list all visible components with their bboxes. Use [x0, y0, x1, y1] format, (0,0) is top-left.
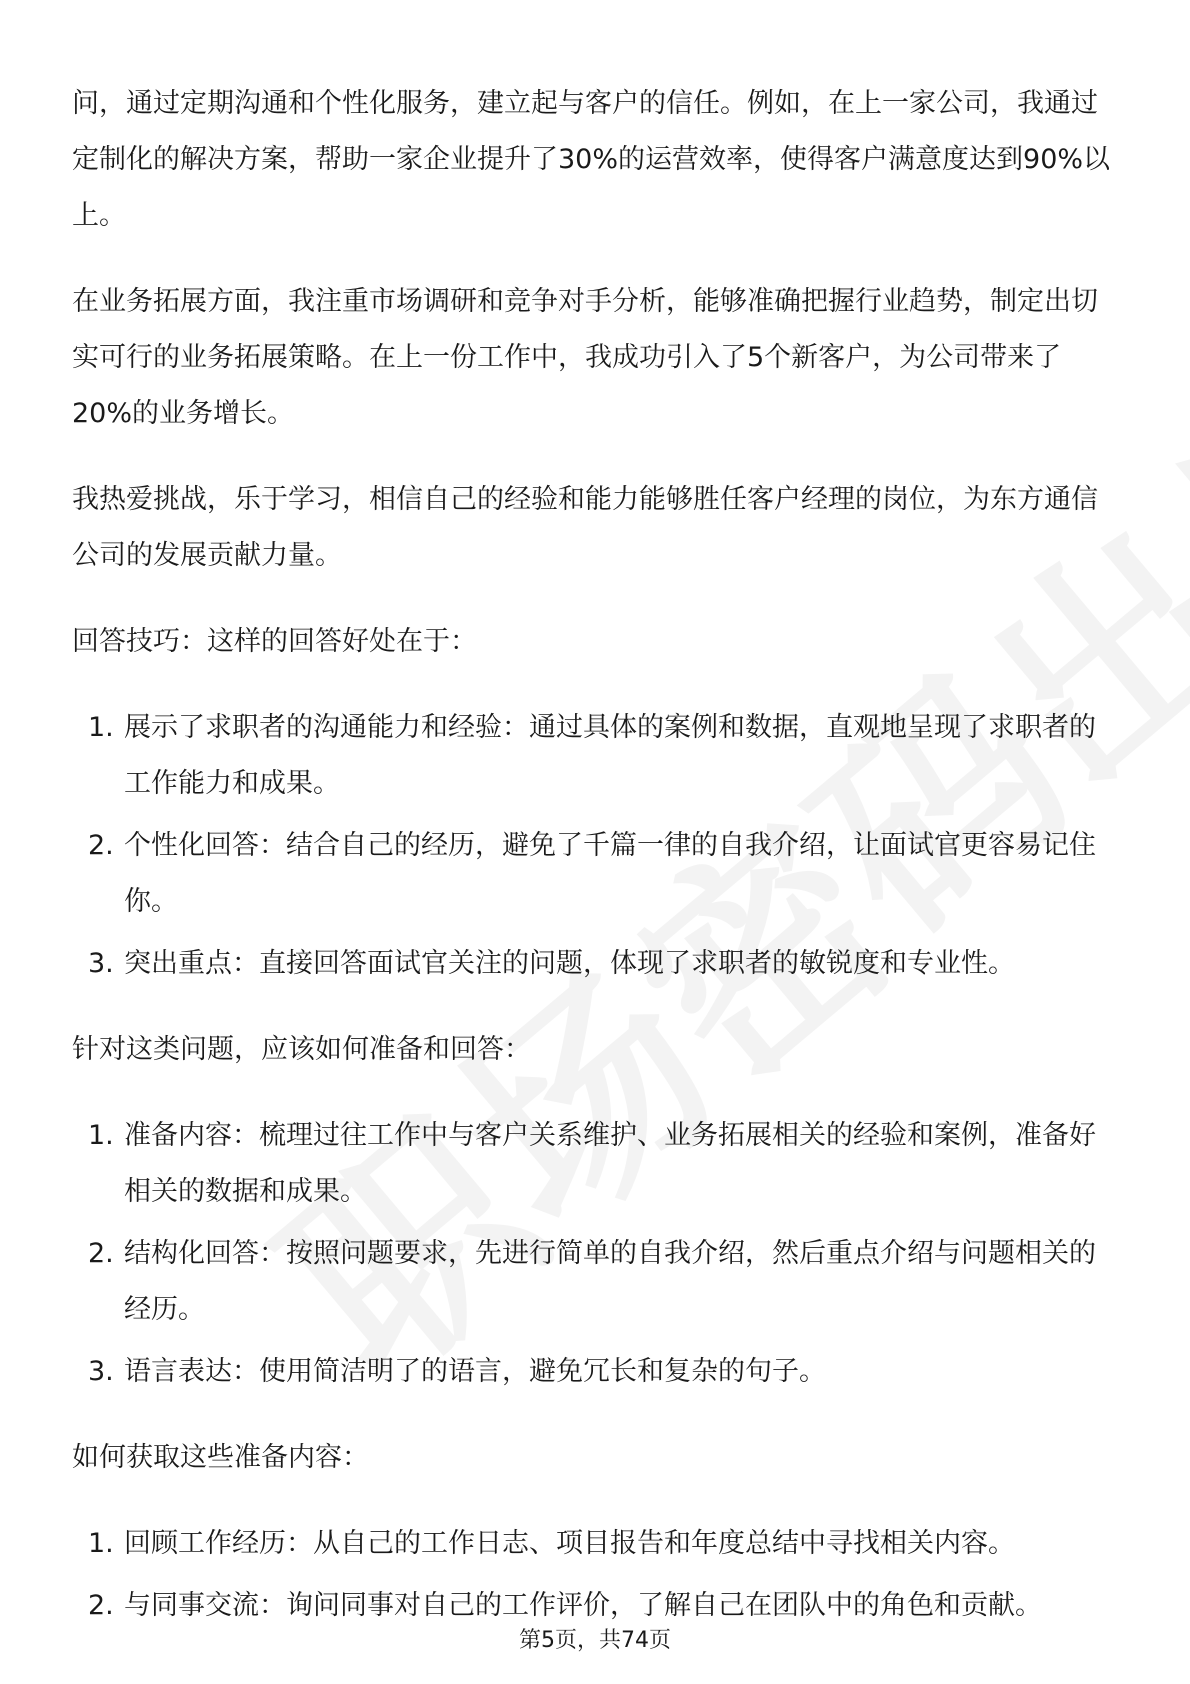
document-body [72, 76, 1120, 1664]
paragraph-3: 我热爱挑战，乐于学习，相信自己的经验和能力能够胜任客户经理的岗位，为东方通信公司的发展贡献力量。 [72, 484, 1098, 571]
list-item-number: 2. [88, 1238, 114, 1269]
section-heading-prepare: 针对这类问题，应该如何准备和回答： [72, 1034, 531, 1065]
list-item-number: 2. [88, 830, 114, 861]
list-item-number: 3. [88, 1356, 114, 1387]
list-item-text: 回顾工作经历：从自己的工作日志、项目报告和年度总结中寻找相关内容。 [124, 1528, 1015, 1559]
list-item-number: 1. [88, 712, 114, 743]
list-sources [72, 1516, 1120, 1634]
list-item-text: 个性化回答：结合自己的经历，避免了千篇一律的自我介绍，让面试官更容易记住你。 [124, 830, 1096, 917]
list-item-text: 突出重点：直接回答面试官关注的问题，体现了求职者的敏锐度和专业性。 [124, 948, 1015, 979]
list-item-text: 准备内容：梳理过往工作中与客户关系维护、业务拓展相关的经验和案例，准备好相关的数据和成果。 [124, 1120, 1096, 1207]
list-tips [72, 700, 1120, 992]
list-item-number: 1. [88, 1120, 114, 1151]
list-item [72, 1516, 1120, 1572]
list-item-text: 结构化回答：按照问题要求，先进行简单的自我介绍，然后重点介绍与问题相关的经历。 [124, 1238, 1096, 1325]
list-item-text: 语言表达：使用简洁明了的语言，避免冗长和复杂的句子。 [124, 1356, 826, 1387]
list-item [72, 700, 1120, 812]
section-heading-tips: 回答技巧：这样的回答好处在于： [72, 626, 477, 657]
list-item [72, 818, 1120, 930]
list-item-text: 展示了求职者的沟通能力和经验：通过具体的案例和数据，直观地呈现了求职者的工作能力和成果。 [124, 712, 1096, 799]
list-item [72, 1344, 1120, 1400]
list-item-number: 2. [88, 1590, 114, 1621]
list-item-number: 1. [88, 1528, 114, 1559]
list-prepare [72, 1108, 1120, 1400]
list-item [72, 1108, 1120, 1220]
list-item [72, 1226, 1120, 1338]
paragraph-2: 在业务拓展方面，我注重市场调研和竞争对手分析，能够准确把握行业趋势，制定出切实可行的业务拓展策略。在上一份工作中，我成功引入了5个新客户，为公司带来了20%的业务增长。 [72, 286, 1098, 429]
section-heading-sources: 如何获取这些准备内容： [72, 1442, 369, 1473]
list-item [72, 936, 1120, 992]
list-item-text: 与同事交流：询问同事对自己的工作评价，了解自己在团队中的角色和贡献。 [124, 1590, 1042, 1621]
paragraph-1: 问，通过定期沟通和个性化服务，建立起与客户的信任。例如，在上一家公司，我通过定制化的解决方案，帮助一家企业提升了30%的运营效率，使得客户满意度达到90%以上。 [72, 88, 1111, 231]
list-item-number: 3. [88, 948, 114, 979]
page-number: 第5页，共74页 [519, 1628, 671, 1653]
